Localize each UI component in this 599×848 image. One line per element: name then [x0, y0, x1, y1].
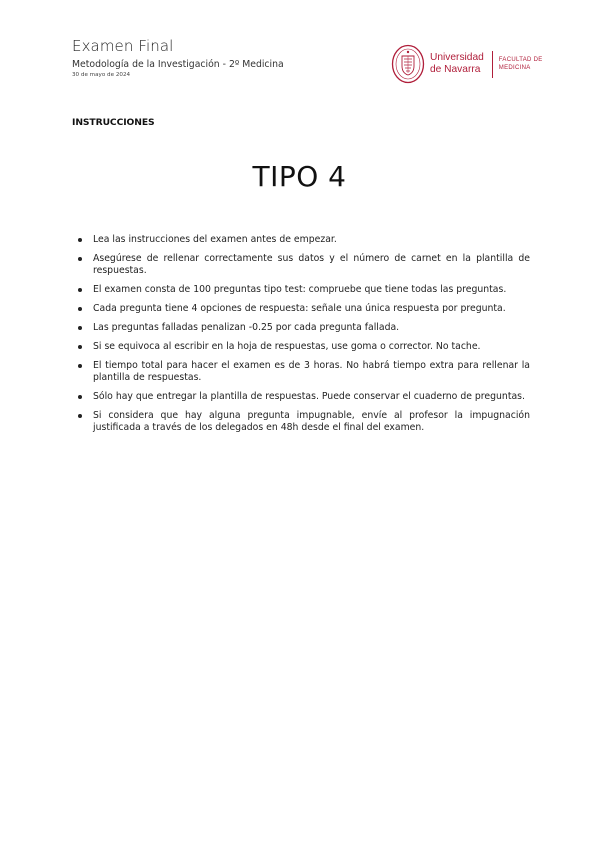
instruction-text: Sólo hay que entregar la plantilla de respuestas. Puede conservar el cuaderno de preguntas. — [93, 391, 525, 402]
instruction-text: Cada pregunta tiene 4 opciones de respuesta: señale una única respuesta por pregunta. — [93, 303, 506, 314]
document-header — [72, 37, 284, 79]
instruction-item — [78, 234, 530, 246]
instruction-item — [78, 303, 530, 315]
instruction-item — [78, 410, 530, 434]
bullet-icon — [78, 395, 82, 399]
logo-divider — [492, 51, 493, 78]
instruction-item — [78, 391, 530, 403]
bullet-icon — [78, 257, 82, 261]
document-subtitle: Metodología de la Investigación - 2º Medicina — [72, 59, 284, 70]
bullet-icon — [78, 326, 82, 330]
faculty-name-line2: MEDICINA — [498, 65, 531, 71]
bullet-icon — [78, 364, 82, 368]
document-title: Examen Final — [72, 37, 174, 55]
instruction-text: El tiempo total para hacer el examen es de 3 horas. No habrá tiempo extra para rellenar la plantilla de respuestas. — [93, 360, 530, 383]
instruction-item — [78, 322, 530, 334]
faculty-name-line1: FACULTAD DE — [498, 57, 543, 63]
instruction-text: El examen consta de 100 preguntas tipo test: compruebe que tiene todas las preguntas. — [93, 284, 507, 295]
bullet-icon — [78, 414, 82, 418]
instructions-list — [78, 234, 530, 441]
instruction-item — [78, 253, 530, 277]
instruction-item — [78, 341, 530, 353]
bullet-icon — [78, 288, 82, 292]
bullet-icon — [78, 345, 82, 349]
instruction-text: Asegúrese de rellenar correctamente sus datos y el número de carnet en la plantilla de respuestas. — [93, 253, 530, 276]
university-name — [430, 52, 484, 76]
university-name-line1: Universidad — [430, 52, 484, 63]
instruction-text: Si se equivoca al escribir en la hoja de respuestas, use goma o corrector. No tache. — [93, 341, 481, 352]
instruction-item — [78, 284, 530, 296]
instruction-item — [78, 360, 530, 384]
instruction-text: Si considera que hay alguna pregunta impugnable, envíe al profesor la impugnación justificada a través de los delegados en 48h desde el final del examen. — [93, 410, 530, 433]
document-date: 30 de mayo de 2024 — [72, 72, 131, 78]
instruction-text: Lea las instrucciones del examen antes de empezar. — [93, 234, 337, 245]
bullet-icon — [78, 238, 82, 242]
bullet-icon — [78, 307, 82, 311]
section-heading: INSTRUCCIONES — [72, 117, 155, 128]
university-seal-icon — [391, 44, 425, 84]
exam-type-title: TIPO 4 — [252, 160, 347, 193]
university-logo — [391, 43, 543, 85]
instruction-text: Las preguntas falladas penalizan -0.25 por cada pregunta fallada. — [93, 322, 400, 333]
faculty-name — [499, 56, 543, 72]
university-name-line2: de Navarra — [430, 64, 481, 75]
